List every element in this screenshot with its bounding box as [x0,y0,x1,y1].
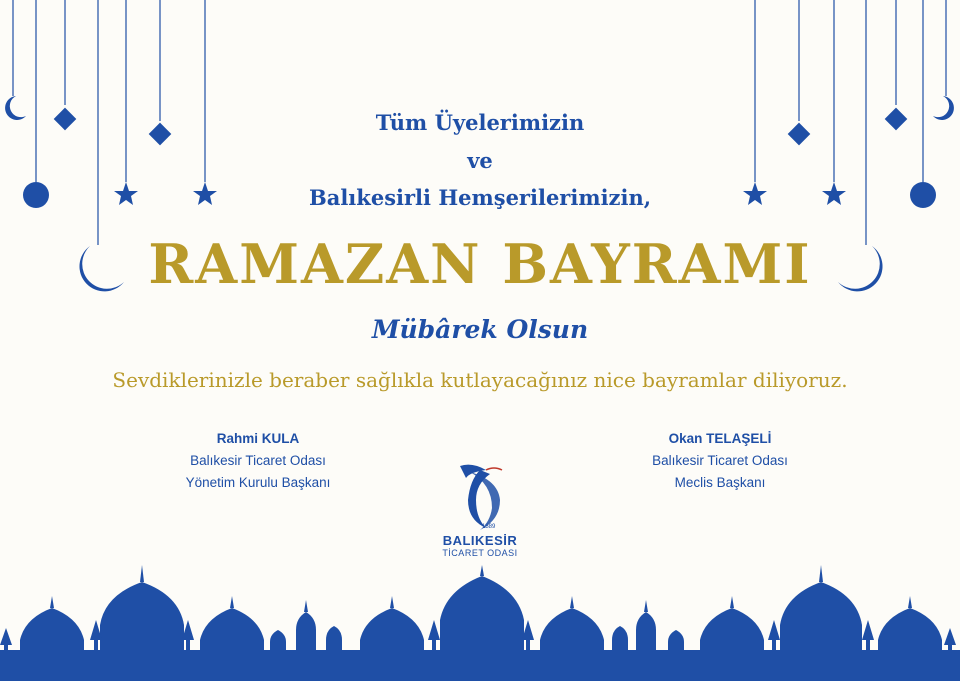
greeting-line-2: ve [467,148,493,173]
mosque-silhouette [0,565,960,681]
logo-subname: TİCARET ODASI [442,548,518,558]
holiday-title: RAMAZAN BAYRAMI [148,232,812,296]
logo-name: BALIKESİR [442,533,518,548]
greeting-line-1: Tüm Üyelerimizin [375,110,585,135]
holiday-subtitle: Mübârek Olsun [371,315,589,344]
greeting-line-3: Balıkesirli Hemşerilerimizin, [308,185,652,210]
signatory-role: Yönetim Kurulu Başkanı [185,475,331,490]
signatory-name: Okan TELAŞELİ [668,431,772,446]
logo-year: 1889 [482,524,496,530]
signatory-org: Balıkesir Ticaret Odası [652,453,788,468]
signatory-name: Rahmi KULA [216,431,300,446]
chamber-logo-mark [460,465,502,530]
wish-text: Sevdiklerinizle beraber sağlıkla kutlayacağınız nice bayramlar diliyoruz. [112,368,848,392]
signatory-left [108,428,408,494]
signatory-role: Meclis Başkanı [674,475,766,490]
signatory-org: Balıkesir Ticaret Odası [190,453,326,468]
signatory-right [570,428,870,494]
